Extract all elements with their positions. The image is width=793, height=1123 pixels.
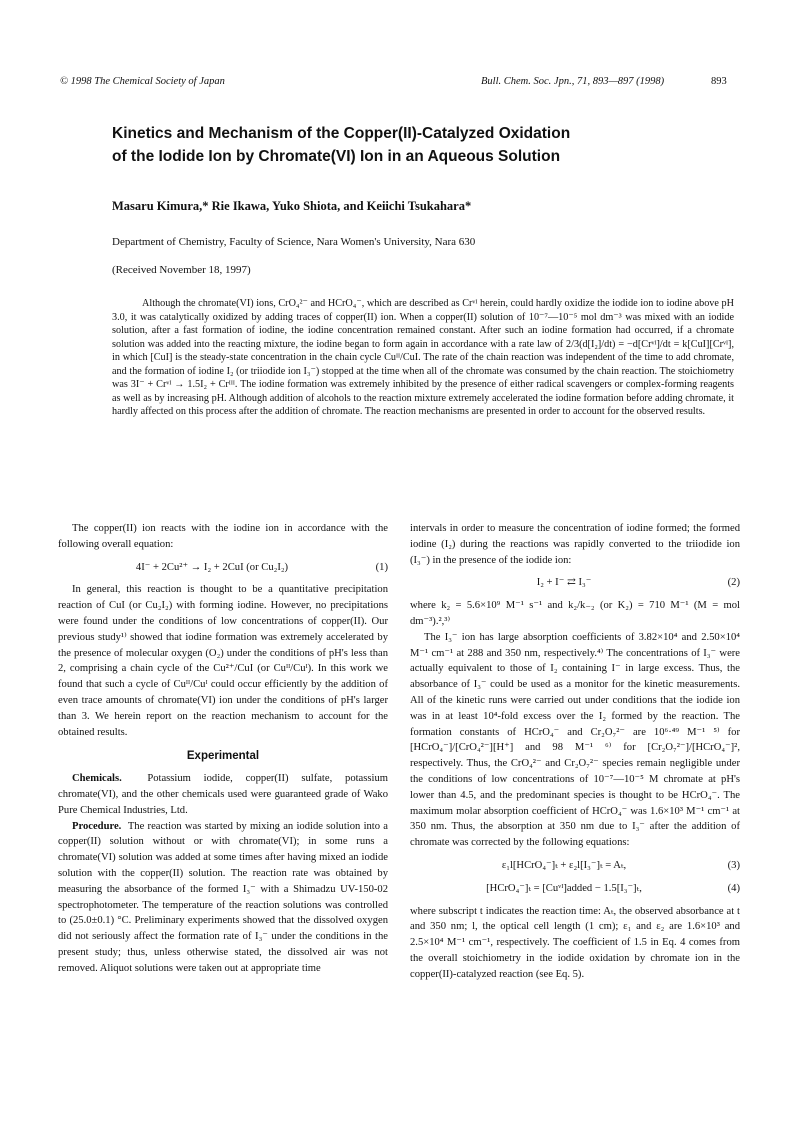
author-list: Masaru Kimura,* Rie Ikawa, Yuko Shiota, and Keiichi Tsukahara* (112, 199, 472, 213)
title-line-1: Kinetics and Mechanism of the Copper(II)-Catalyzed Oxidation (112, 125, 571, 142)
equation-1-body: 4I⁻ + 2Cu²⁺ → I₂ + 2CuI (or Cu₂I₂) (135, 561, 289, 573)
equation-3 (410, 858, 740, 874)
equation-1-number: (1) (375, 561, 388, 573)
right-paragraph-4: where subscript t indicates the reaction time: Aₜ, the observed absorbance at t and 350 nm; l, the optical cell length (1 cm); ε₁ and ε₂ are 1.6×10³ and 2.5×10⁴ M⁻¹ cm⁻¹, respectively. The coefficient of 1.5 in Eq. 4 comes from the overall stoichiometry in the iodide oxidation by chromate ion in the copper(II)-catalyzed reaction (see Eq. 5). (410, 905, 740, 980)
article-title (112, 122, 712, 168)
equation-2 (410, 575, 740, 591)
equation-4-body: [HCrO₄⁻]ₜ = [Cuᵛᴵ]added − 1.5[I₃⁻]ₜ, (486, 882, 642, 894)
procedure-paragraph (58, 819, 388, 977)
right-paragraph-3: The I₃⁻ ion has large absorption coefficients of 3.82×10⁴ and 2.50×10⁴ M⁻¹ cm⁻¹ at 288 and 350 nm, respectively.⁴⁾ The concentrations of I₃⁻ were actually equivalent to those of I₂ containing I⁻ in large excess. Thus, the absorbance of I₃⁻ could be used as a monitor for the kinetic measurements. All of the kinetic runs were carried out under conditions that the iodide ion was in at least 10⁴-fold excess over the I₂ formed by the reaction. The formation constants of HCrO₄⁻ and Cr₂O₇²⁻ are 10⁶·⁴⁹ M⁻¹ ⁵⁾ for [HCrO₄⁻]/[CrO₄²⁻][H⁺] and 98 M⁻¹ ⁶⁾ for [Cr₂O₇²⁻]/[HCrO₄⁻]², respectively. Thus, the CrO₄²⁻ and Cr₂O₇²⁻ species remain negligible under the conditions of low concentrations of 10⁻⁷—10⁻⁵ M chromate at pH's lower than 4.5, and the predominant species is thought to be HCrO₄⁻. The maximum molar absorption coefficient of HCrO₄⁻ was 1.6×10³ M⁻¹ cm⁻¹ at 350 nm. Thus, the absorption at 350 nm due to I₃⁻ after the addition of chromate was corrected by the following equations: (410, 631, 740, 849)
intro-paragraph-2: In general, this reaction is thought to be a quantitative precipitation reaction of CuI (or Cu₂I₂) with forming iodine. However, no precipitations were found under the conditions of low concentrations of copper(II). Our previous study¹⁾ showed that iodine formation was extremely accelerated by the presence of molecular oxygen (O₂) under the conditions of pH's less than 2, comprising a chain cycle of the Cu²⁺/CuI (or Cuᴵᴵ/Cuᴵ). In this work we found that such a cycle of Cuᴵᴵ/Cuᴵ could occur efficiently by the addition of even trace amounts of chromate(VI) ion under the conditions of pH's larger than 3. We herein report on the reaction mechanism to account for the obtained results. (58, 584, 388, 738)
equation-2-body: I₂ + I⁻ ⇄ I₃⁻ (536, 577, 592, 589)
abstract: Although the chromate(VI) ions, CrO₄²⁻ and HCrO₄⁻, which are described as Crᵛᴵ herein, could hardly oxidize the iodide ion to iodine above pH 3.0, it was catalytically oxidized by adding traces of copper(II) ion. When a copper(II) solution of 10⁻⁷—10⁻⁵ mol dm⁻³ was mixed with an iodide solution, after a fast formation of iodine, the iodine concentration remained constant. After such an iodine formation had occurred, if a chromate solution was added into the reacting mixture, the iodine began to form again in accordance with a rate law of 2/3(d[I₂]/dt) = −d[Crᵛᴵ]/dt = k[CuI][Crᵛᴵ], in which [CuI] is the steady-state concentration in the chain cycle Cuᴵᴵ/CuI. The rate of the chain reaction was independent of the time to add chromate, and the formation of iodine I₂ (or triiodide ion I₃⁻) stopped at the time when all of the chromate was consumed by the chain reaction. The stoichiometry was 3I⁻ + Crᵛᴵ → 1.5I₂ + Crᴵᴵᴵ. The iodine formation was extremely inhibited by the presence of either radical scavengers or complex-forming reagents as well as by increasing pH. Although addition of alcohols to the reaction mixture extremely accelerated the iodine formation before adding chromate, it hardly affected on this process after the addition of chromate. The reaction mechanisms are presented in order to account for the observed results. (112, 298, 734, 418)
right-paragraph-2: where k₂ = 5.6×10⁹ M⁻¹ s⁻¹ and k₂/k₋₂ (or K₂) = 710 M⁻¹ (M = mol dm⁻³).²,³⁾ (410, 600, 740, 627)
running-header-copyright: © 1998 The Chemical Society of Japan (60, 76, 225, 87)
equation-4-number: (4) (727, 882, 740, 894)
right-paragraph-1: intervals in order to measure the concentration of iodine formed; the formed iodine (I₂) during the reactions was rapidly converted to the triiodide ion (I₃⁻) in the presence of the iodide ion: (410, 523, 740, 566)
right-column (410, 521, 740, 983)
equation-3-body: ε₁l[HCrO₄⁻]ₜ + ε₂l[I₃⁻]ₜ = Aₜ, (501, 859, 627, 871)
procedure-run-in-head: Procedure. (72, 820, 122, 832)
running-header-journal: Bull. Chem. Soc. Jpn., 71, 893—897 (1998) (481, 76, 665, 87)
chemicals-paragraph (58, 771, 388, 818)
affiliation: Department of Chemistry, Faculty of Science, Nara Women's University, Nara 630 (112, 236, 476, 248)
equation-3-number: (3) (727, 859, 740, 871)
chemicals-run-in-head: Chemicals. (72, 773, 122, 785)
equation-1 (58, 560, 388, 576)
left-column (58, 521, 388, 977)
procedure-text: The reaction was started by mixing an iodide solution into a copper(II) solution without or with chromate(VI); in some runs a chromate(VI) solution was added at some times after having mixed an iodide solution with the copper(II) solution. The reaction rate was obtained by measuring the absorbance of the formed I₃⁻ with a Shimadzu UV-150-02 spectrophotometer. The temperature of the reaction solutions was controlled to (25.0±0.1) °C. Preliminary experiments showed that the dissolved oxygen did not seriously affect the formation rate of I₃⁻ under the conditions in the present study; thus, unless otherwise stated, the dissolved air was not removed. Aliquot solutions were taken out at appropriate time (58, 820, 388, 974)
received-date: (Received November 18, 1997) (112, 264, 251, 276)
intro-paragraph-1: The copper(II) ion reacts with the iodine ion in accordance with the following overall equation: (58, 523, 388, 550)
page-number: 893 (711, 76, 727, 87)
chemicals-text: Potassium iodide, copper(II) sulfate, potassium chromate(VI), and the other chemicals used were guaranteed grade of Wako Pure Chemical Industries, Ltd. (58, 773, 388, 816)
title-line-2: of the Iodide Ion by Chromate(VI) Ion in an Aqueous Solution (112, 148, 561, 165)
section-heading-experimental: Experimental (186, 750, 260, 763)
equation-4 (410, 881, 740, 897)
equation-2-number: (2) (727, 577, 740, 589)
